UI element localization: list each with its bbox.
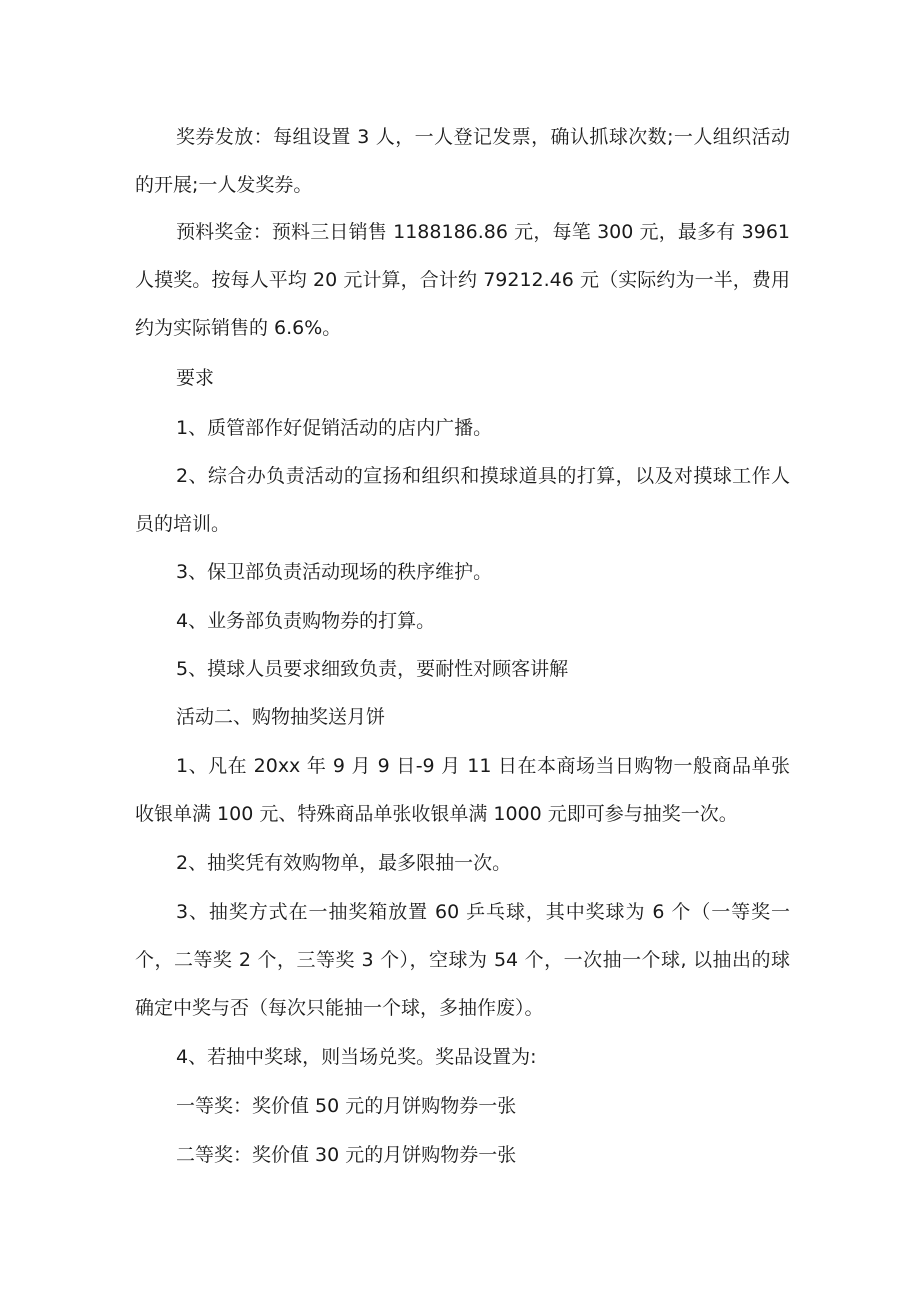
list-item-activity-rule-1: 1、凡在 20xx 年 9 月 9 日-9 月 11 日在本商场当日购物一般商品单张收银单满 100 元、特殊商品单张收银单满 1000 元即可参与抽奖一次。 [135,755,790,825]
list-item-requirement-2: 2、综合办负责活动的宣扬和组织和摸球道具的打算，以及对摸球工作人员的培训。 [135,465,790,535]
list-item-requirement-1: 1、质管部作好促销活动的店内广播。 [176,417,493,439]
list-item-activity-rule-2: 2、抽奖凭有效购物单，最多限抽一次。 [176,852,512,874]
prize-second: 二等奖：奖价值 30 元的月饼购物券一张 [176,1144,517,1166]
heading-activity-two: 活动二、购物抽奖送月饼 [176,706,386,728]
list-item-requirement-5: 5、摸球人员要求细致负责，要耐性对顾客讲解 [176,658,569,680]
paragraph-ticket-distribution: 奖券发放：每组设置 3 人，一人登记发票，确认抓球次数;一人组织活动的开展;一人发奖券。 [135,126,790,196]
list-item-activity-rule-4: 4、若抽中奖球，则当场兑奖。奖品设置为: [176,1046,537,1068]
list-item-requirement-4: 4、业务部负责购物券的打算。 [176,610,436,632]
list-item-activity-rule-3: 3、抽奖方式在一抽奖箱放置 60 乒乓球，其中奖球为 6 个（一等奖一个，二等奖 2 个，三等奖 3 个），空球为 54 个，一次抽一个球, 以抽出的球确定中奖与否（每次只能抽一个球，多抽作废）。 [135,901,790,1019]
heading-requirements: 要求 [176,367,215,389]
list-item-requirement-3: 3、保卫部负责活动现场的秩序维护。 [176,561,493,583]
prize-first: 一等奖：奖价值 50 元的月饼购物券一张 [176,1095,517,1117]
paragraph-prize-estimate: 预料奖金：预料三日销售 1188186.86 元，每笔 300 元，最多有 3961 人摸奖。按每人平均 20 元计算，合计约 79212.46 元（实际约为一半，费用约为实际销售的 6.6%。 [135,221,790,339]
